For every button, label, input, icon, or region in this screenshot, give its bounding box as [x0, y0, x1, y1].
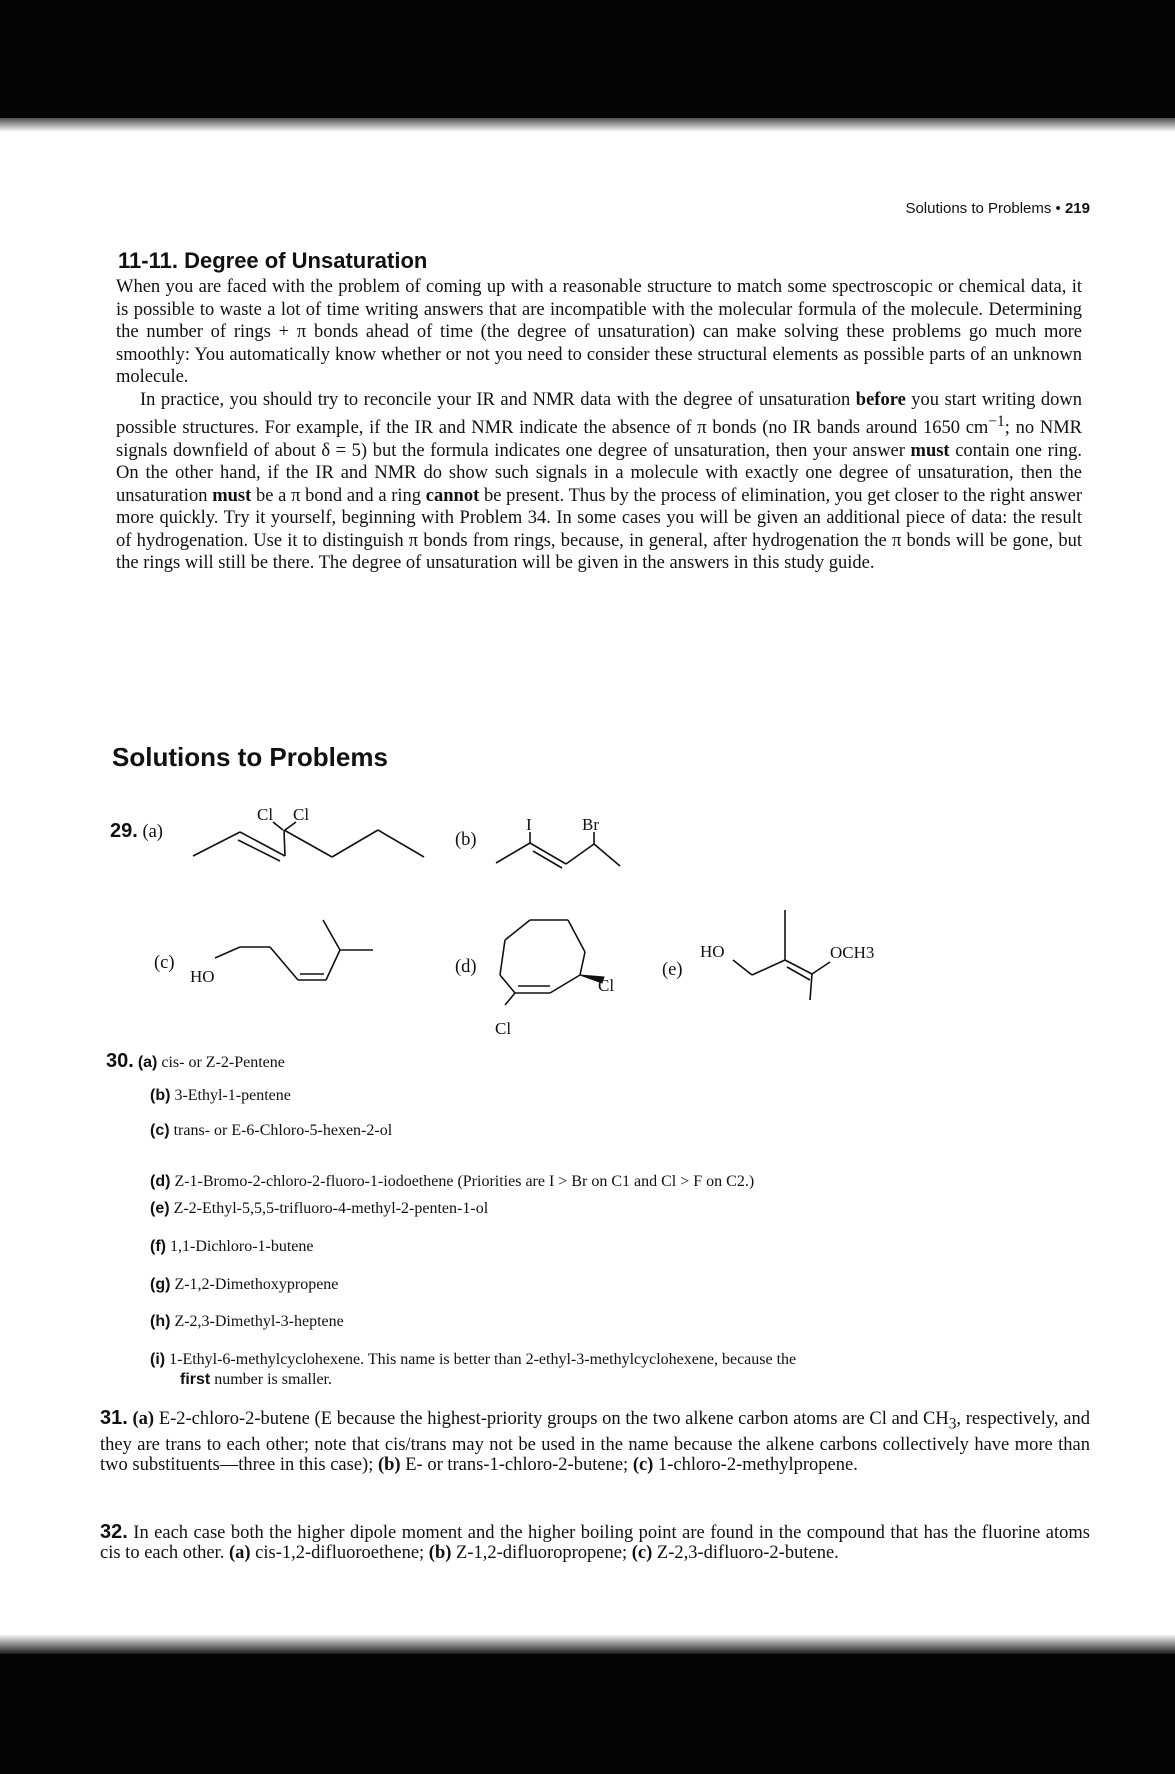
p31-text-1: E-2-chloro-2-butene (E because the highest-priority groups on the two alkene carbon atoms are Cl and CH [158, 1409, 949, 1429]
p2-bold-before: before [855, 389, 906, 410]
page-number: 219 [1064, 200, 1090, 217]
p31-label-a: (a) [127, 1409, 159, 1429]
structure-29a [193, 805, 424, 861]
p30h-label: (h) [150, 1313, 171, 1330]
p2-text-1: In practice, you should try to reconcile your IR and NMR data with the degree of unsaturation [140, 389, 856, 410]
structure-29b [496, 815, 620, 868]
p30g-label: (g) [150, 1276, 171, 1293]
problem-30-number: 30. [106, 1050, 134, 1072]
p30c-text: trans- or E-6-Chloro-5-hexen-2-ol [173, 1122, 393, 1139]
p2-superscript: −1 [988, 413, 1005, 430]
p31-text-2: , respectively, and they are trans to each other; note that cis/trans may not be used in the name because the alkene carbons collectively have more than two substituents—three in this case); [100, 1409, 1090, 1475]
problem-32 [100, 1522, 1090, 1563]
p32-label-c: (c) [631, 1543, 653, 1563]
p31-label-b: (b) [377, 1454, 401, 1475]
paragraph-1: When you are faced with the problem of coming up with a reasonable structure to match some spectroscopic or chemical data, it is possible to waste a lot of time writing answers that are incompatible with the molecular formula of the molecule. Determining the number of rings + π bonds ahead of time (the degree of unsaturation) can make solving these problems go much more smoothly: You automatically know whether or not you need to consider these structural elements as possible parts of an unknown molecule. [116, 277, 1082, 387]
p30i-bold: first [180, 1371, 211, 1388]
p30-e [150, 1200, 488, 1218]
p29b-label: (b) [455, 830, 477, 850]
p29d-label: (d) [455, 957, 477, 977]
section-title: Degree of Unsaturation [184, 248, 428, 273]
p30c-label: (c) [150, 1122, 170, 1139]
p32-text-4: Z-2,3-difluoro-2-butene. [652, 1543, 839, 1563]
problem-32-number: 32. [100, 1521, 128, 1543]
p29a-cl-1: Cl [257, 805, 274, 824]
p30-c [150, 1122, 392, 1140]
p30-d [150, 1173, 754, 1191]
p29b-bromine: Br [582, 815, 599, 834]
structure-29d [495, 920, 614, 1038]
p30i-tail: number is smaller. [210, 1371, 332, 1388]
p30h-text: Z-2,3-Dimethyl-3-heptene [174, 1313, 344, 1330]
p30a-label: (a) [137, 1054, 158, 1071]
p30d-label: (d) [150, 1173, 171, 1190]
p30-b [150, 1087, 291, 1105]
p29a-cl-2: Cl [293, 805, 310, 824]
p30-i [150, 1350, 1030, 1390]
p2-text-2: you start writing down possible structures. For example, if the IR and NMR indicate the absence of π bonds (no IR bands around 1650 cm [116, 389, 1082, 439]
p2-text-5: be a π bond and a ring [251, 485, 426, 506]
p32-label-a: (a) [228, 1543, 251, 1563]
p31-text-3: E- or trans-1-chloro-2-butene; [400, 1454, 633, 1475]
p30d-text: Z-1-Bromo-2-chloro-2-fluoro-1-iodoethene (Priorities are I > Br on C1 and Cl > F on C2.) [174, 1173, 755, 1190]
p30i-label: (i) [150, 1351, 166, 1368]
p2-bold-must-1: must [910, 440, 950, 461]
p32-text-1: In each case both the higher dipole moment and the higher boiling point are found in the compound that has the fluorine atoms cis to each other. [100, 1523, 1090, 1563]
p30i-text: 1-Ethyl-6-methylcyclohexene. This name is better than 2-ethyl-3-methylcyclohexene, because the [169, 1351, 797, 1368]
p2-text-6: be present. Thus by the process of elimination, you get closer to the right answer more quickly. Try it yourself, beginning with Problem 34. In some cases you will be given an additional piece of data: the result of hydrogenation. Use it to distinguish π bonds from rings, because, in general, after hydrogenation the π bonds will be gone, but the rings will still be there. The degree of unsaturation will be given in the answers in this study guide. [116, 485, 1082, 574]
p31-text-4: 1-chloro-2-methylpropene. [653, 1454, 858, 1475]
p30-g [150, 1276, 338, 1294]
structure-29c [190, 920, 373, 986]
p32-label-b: (b) [428, 1543, 452, 1563]
p30f-text: 1,1-Dichloro-1-butene [169, 1238, 314, 1255]
scan-bottom-shadow [0, 1634, 1175, 1656]
p2-text-3: ; no NMR signals downfield of about δ = 5) but the formula indicates one degree of unsaturation, then your answer [116, 418, 1082, 461]
p2-bold-must-2: must [212, 485, 252, 506]
p32-text-3: Z-1,2-difluoropropene; [451, 1543, 632, 1563]
p29c-hydroxyl: HO [190, 967, 215, 986]
p29b-iodine: I [526, 815, 532, 834]
p2-bold-cannot: cannot [425, 485, 480, 506]
p30e-label: (e) [150, 1200, 170, 1217]
p30-h [150, 1313, 344, 1331]
p30-f [150, 1238, 314, 1256]
p29e-methoxy: OCH3 [830, 943, 875, 962]
running-head-bullet: • [1055, 200, 1061, 217]
p30e-text: Z-2-Ethyl-5,5,5-trifluoro-4-methyl-2-penten-1-ol [173, 1200, 489, 1217]
solutions-heading: Solutions to Problems [112, 742, 388, 772]
structure-29e [700, 910, 874, 1000]
p30-a [106, 1050, 285, 1073]
p29c-label: (c) [154, 953, 175, 973]
p30g-text: Z-1,2-Dimethoxypropene [174, 1276, 339, 1293]
problem-31 [100, 1408, 1090, 1475]
p31-subscript: 3 [948, 1415, 957, 1433]
p29d-cl-wedge: Cl [598, 976, 615, 995]
p2-text-4: contain one ring. On the other hand, if the IR and NMR do show such signals in a molecule with exactly one degree of unsaturation, then the unsaturation [116, 440, 1082, 506]
problem-29-number: 29. [110, 820, 138, 842]
p29d-cl-vinyl: Cl [495, 1019, 512, 1038]
p30b-text: 3-Ethyl-1-pentene [174, 1087, 291, 1104]
p30b-label: (b) [150, 1087, 171, 1104]
section-number: 11-11. [118, 248, 178, 273]
p29e-label: (e) [662, 960, 683, 980]
p29a-label: (a) [142, 822, 163, 842]
running-head-text: Solutions to Problems [905, 200, 1052, 217]
p30f-label: (f) [150, 1238, 166, 1255]
scan-bottom-border [0, 1654, 1175, 1774]
p29e-hydroxyl: HO [700, 942, 725, 961]
p32-text-2: cis-1,2-difluoroethene; [250, 1543, 429, 1563]
p30a-text: cis- or Z-2-Pentene [161, 1054, 285, 1071]
problem-31-number: 31. [100, 1407, 128, 1429]
p31-label-c: (c) [632, 1454, 654, 1475]
